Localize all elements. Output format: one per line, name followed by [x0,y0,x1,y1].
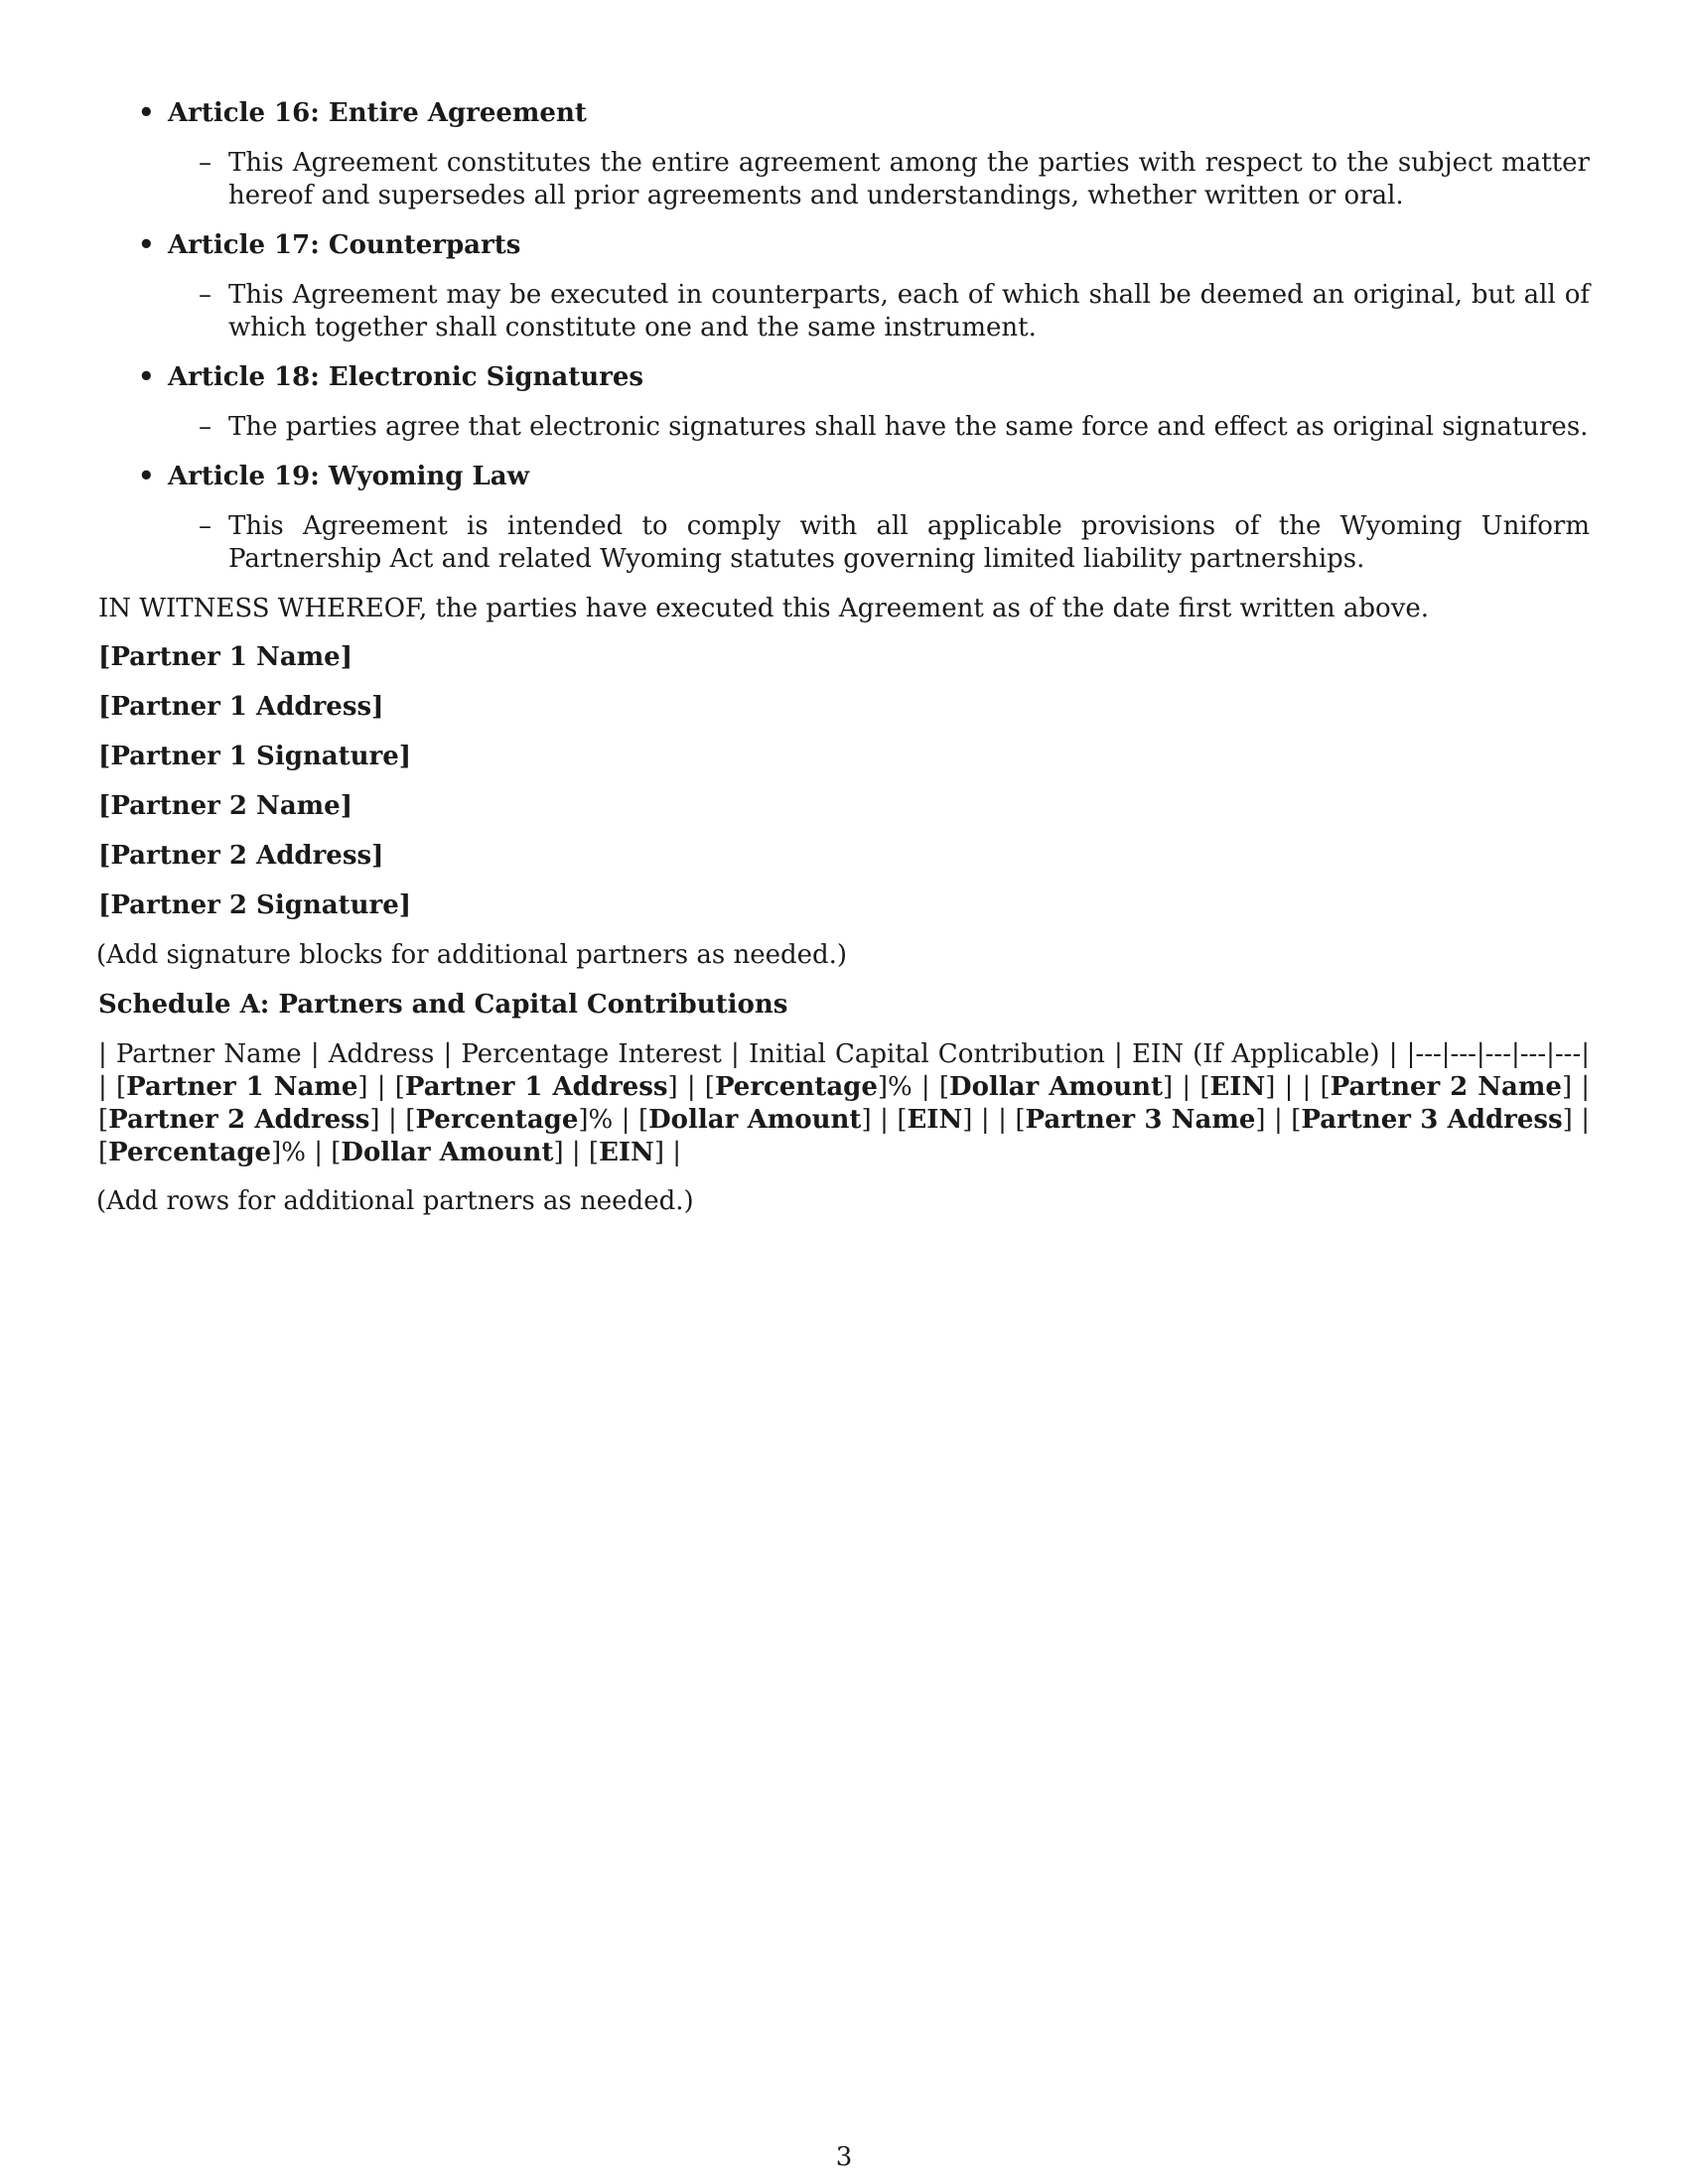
article-19 [98,461,1590,576]
dash-icon: – [199,148,211,178]
signature-field: [Partner 1 Address] [98,692,384,722]
article-clause [199,279,1590,344]
signature-field-label: Partner 2 Name [110,791,341,821]
bullet-icon: • [138,362,155,392]
partner-name: Partner 2 Name [1330,1072,1562,1102]
article-heading [138,361,1590,394]
partner-ein: EIN [907,1105,963,1135]
document-page [98,97,1590,1235]
bullet-icon: • [138,230,155,260]
partner-amount: Dollar Amount [648,1105,862,1135]
article-body: The parties agree that electronic signatures shall have the same force and effect as original signatures. [228,412,1589,442]
partner-ein: EIN [1209,1072,1266,1102]
signature-field: [Partner 2 Address] [98,841,384,871]
table-row: [Partner 1 Name] | [Partner 1 Address] | [Percentage]% | [Dollar Amount] | [EIN] | | [115,1072,1312,1102]
article-16 [98,97,1590,212]
dash-icon: – [199,280,211,310]
dash-icon: – [199,511,211,541]
schedule-table-header: | Partner Name | Address | Percentage Interest | Initial Capital Contribution | EIN (If Applicable) | |---|---|---|---|---| | [98,1039,1590,1102]
article-body: This Agreement is intended to comply with all applicable provisions of the Wyoming Uniform Partnership Act and related Wyoming statutes governing limited liability partnerships. [228,511,1590,574]
signature-field: [Partner 1 Signature] [98,742,412,771]
partner-address: Partner 3 Address [1301,1105,1563,1135]
witness-clause: IN WITNESS WHEREOF, the parties have executed this Agreement as of the date first written above. [98,594,1430,623]
bullet-icon: • [138,98,155,128]
signature-field-label: Partner 1 Signature [110,742,399,771]
article-body: This Agreement constitutes the entire agreement among the parties with respect to the subject matter hereof and supersedes all prior agreements and understandings, whether written or oral. [228,148,1590,210]
partner-percentage: Percentage [415,1105,579,1135]
table-row: [Partner 2 Name] | [Partner 2 Address] | [Percentage]% | [Dollar Amount] | [EIN] | | [98,1072,1591,1135]
table-row: [Partner 3 Name] | [Partner 3 Address] | [Percentage]% | [Dollar Amount] | [EIN] | [98,1105,1591,1167]
article-title: Article 16: Entire Agreement [168,98,587,128]
signature-field: [Partner 2 Name] [98,791,353,821]
signature-field: [Partner 2 Signature] [98,890,412,920]
signature-field: [Partner 1 Name] [98,642,353,672]
partner-name: Partner 1 Name [126,1072,358,1102]
partner-name: Partner 3 Name [1025,1105,1256,1135]
article-heading [138,229,1590,262]
partner-percentage: Percentage [108,1138,272,1167]
signature-note: (Add signature blocks for additional partners as needed.) [96,940,848,970]
partner-address: Partner 1 Address [404,1072,668,1102]
partner-ein: EIN [599,1138,654,1167]
signature-field-label: Partner 2 Address [110,841,372,871]
article-title: Article 18: Electronic Signatures [168,362,644,392]
article-title: Article 19: Wyoming Law [168,462,529,491]
dash-icon: – [199,412,211,442]
partner-amount: Dollar Amount [949,1072,1164,1102]
schedule-note: (Add rows for additional partners as needed.) [96,1186,694,1216]
article-title: Article 17: Counterparts [168,230,521,260]
partner-percentage: Percentage [714,1072,878,1102]
partner-address: Partner 2 Address [108,1105,370,1135]
article-heading [138,97,1590,130]
schedule-table [98,1038,1590,1169]
article-body: This Agreement may be executed in counterparts, each of which shall be deemed an original, but all of which together shall constitute one and the same instrument. [228,280,1590,342]
article-clause [199,411,1590,444]
article-heading [138,461,1590,493]
article-17 [98,229,1590,344]
article-clause [199,147,1590,212]
signature-field-label: Partner 1 Name [110,642,341,672]
page-number: 3 [835,2142,853,2172]
article-18 [98,361,1590,444]
article-clause [199,510,1590,576]
partner-amount: Dollar Amount [341,1138,554,1167]
signature-field-label: Partner 2 Signature [110,890,399,920]
schedule-title: Schedule A: Partners and Capital Contributions [98,990,788,1020]
signature-field-label: Partner 1 Address [110,692,372,722]
bullet-icon: • [138,462,155,491]
